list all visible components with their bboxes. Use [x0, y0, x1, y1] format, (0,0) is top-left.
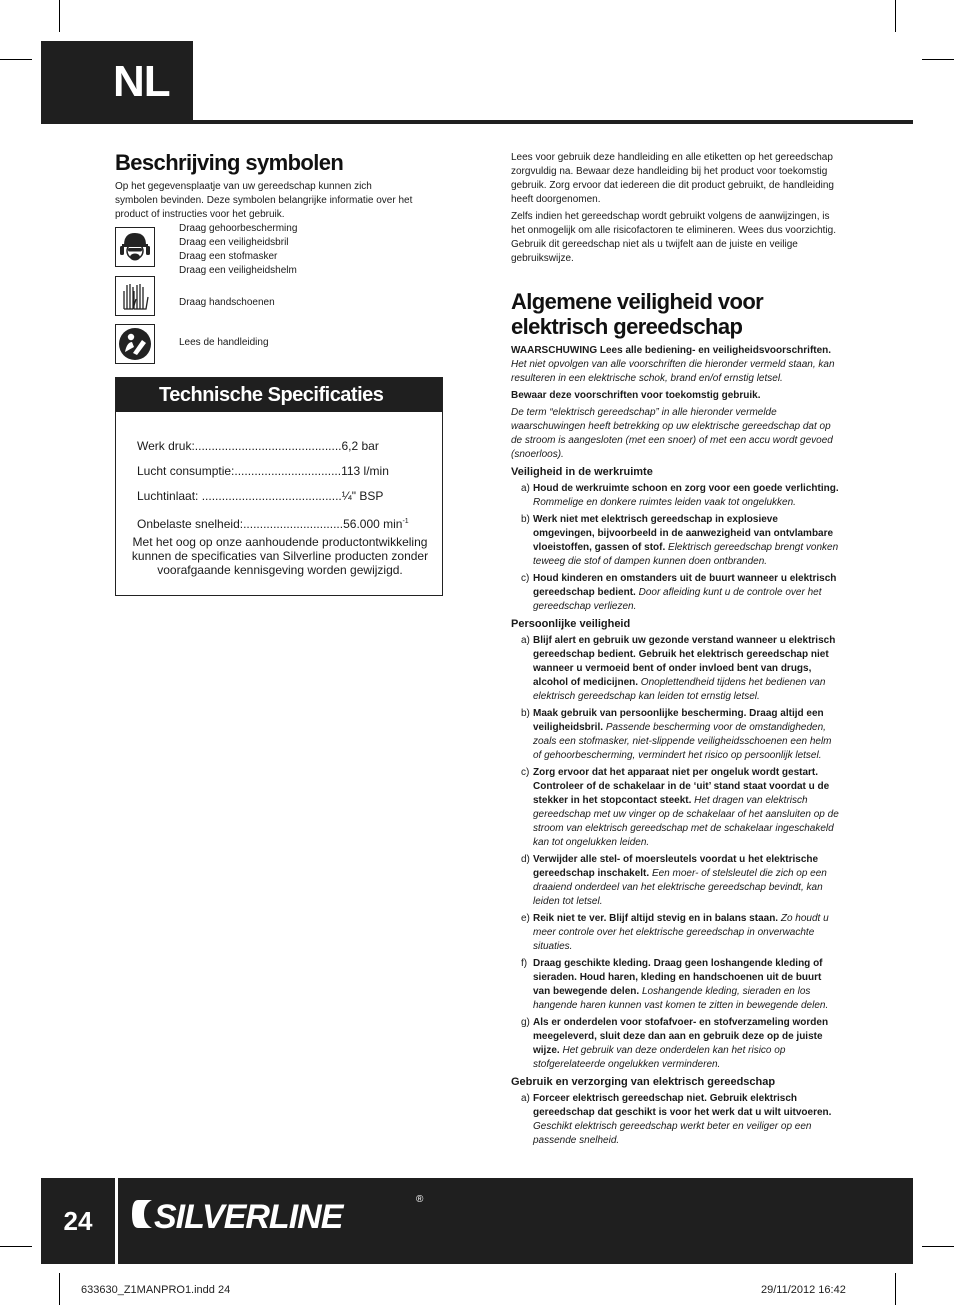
warning-text: [511, 344, 841, 386]
specs-note: Met het oog op onze aanhoudende productontwikkeling kunnen de specificaties van Silverline producten zonder voorafgaande kennisgeving worden gewijzigd.: [131, 535, 429, 577]
item-italic: Loshangende kleding, sieraden en los hangende haren kunnen vast komen te zitten in bewegende delen.: [533, 986, 829, 1011]
crop-mark: [922, 59, 954, 60]
item-letter: d): [521, 854, 530, 865]
footer-separator: [115, 1178, 118, 1264]
spec-line-speed: [137, 515, 409, 531]
list-item: [511, 572, 841, 614]
symbol-label: Draag gehoorbescherming: [179, 223, 298, 234]
safety-title: Algemene veiligheid voor elektrisch gereedschap: [511, 289, 764, 339]
spec-line: Luchtinlaat: ..........................................¼" BSP: [137, 489, 384, 503]
item-letter: c): [521, 767, 530, 778]
keep-instructions: Bewaar deze voorschriften voor toekomstig gebruik.: [511, 390, 761, 401]
section-heading: Veiligheid in de werkruimte: [511, 466, 653, 478]
crop-mark: [59, 1273, 60, 1305]
symbol-row-ppe: [115, 223, 298, 278]
item-bold: Draag geschikte kleding. Draag geen loshangende kleding of sieraden. Houd haren, kleding en handschoenen uit de buurt van bewegende delen.: [533, 958, 823, 997]
item-bold: Forceer elektrisch gereedschap niet. Gebruik elektrisch gereedschap dat geschikt is voor het werk dat u wilt uitvoeren.: [533, 1093, 832, 1118]
silverline-logo: [130, 1190, 430, 1238]
item-bold: Maak gebruik van persoonlijke bescherming. Draag altijd een veiligheidsbril.: [533, 708, 824, 733]
item-italic: Passende bescherming voor de omstandigheden, zoals een stofmasker, niet-slippende veiligheidsschoenen een helm of gehoorbescherming, vermindert het risico op persoonlijk letsel.: [533, 722, 832, 761]
item-bold: Werk niet met elektrisch gereedschap in explosieve omgevingen, bijvoorbeeld in de aanwezigheid van ontvlambare vloeistoffen, gassen of stof.: [533, 514, 834, 553]
item-letter: a): [521, 635, 530, 646]
section-heading: Gebruik en verzorging van elektrisch gereedschap: [511, 1076, 776, 1088]
symbol-label: Draag een stofmasker: [179, 251, 278, 262]
item-italic: Onoplettendheid tijdens het bedienen van elektrisch gereedschap kan leiden tot ernstig letsel.: [533, 677, 826, 702]
term-definition: De term “elektrisch gereedschap” in alle hieronder vermelde waarschuwingen heeft betrekking op uw elektrische gereedschap dat op de stroom is aangesloten (met een snoer) of met een accu wordt gevoed (snoerloos).: [511, 407, 833, 460]
intro-paragraph: Zelfs indien het gereedschap wordt gebruikt volgens de aanwijzingen, is het onmogelijk om alle risicofactoren te elimineren. Wees dus voorzichtig. Gebruik dit gereedschap niet als u twijfelt aan de juiste en veilige gebruikswijze.: [511, 211, 836, 264]
language-code: NL: [113, 57, 170, 106]
item-italic: Rommelige en donkere ruimtes leiden vaak tot ongelukken.: [533, 497, 796, 508]
symbols-intro: Op het gegevensplaatje van uw gereedschap kunnen zich symbolen bevinden. Deze symbolen belangrijke informatie over het product of instructies voor het gebruik.: [115, 181, 413, 220]
symbol-row-manual: [115, 324, 269, 364]
item-letter: a): [521, 483, 530, 494]
list-item: [511, 853, 841, 909]
list-item: [511, 513, 841, 569]
spec-superscript: -1: [402, 518, 409, 525]
section-heading: Persoonlijke veiligheid: [511, 618, 631, 630]
list-item: [511, 482, 841, 510]
item-bold: Reik niet te ver. Blijf altijd stevig en in balans staan.: [533, 913, 779, 924]
list-item: [511, 1016, 841, 1072]
symbols-title: Beschrijving symbolen: [115, 150, 344, 175]
symbol-label: Draag een veiligheidsbril: [179, 237, 289, 248]
symbol-label: Draag handschoenen: [179, 297, 275, 308]
symbol-label: Draag een veiligheidshelm: [179, 265, 297, 276]
item-bold: Als er onderdelen voor stofafvoer- en stofverzameling worden meegeleverd, sluit deze dan aan en gebruik deze op de juiste wijze.: [533, 1017, 829, 1056]
item-bold: Houd kinderen en omstanders uit de buurt wanneer u elektrisch gereedschap bedient.: [533, 573, 837, 598]
date-slug: 29/11/2012 16:42: [761, 1284, 846, 1296]
crop-mark: [0, 1246, 32, 1247]
item-bold: Verwijder alle stel- of moersleutels voordat u het elektrische gereedschap inschakelt.: [533, 854, 819, 879]
list-item: [511, 1092, 841, 1148]
list-item: [511, 634, 841, 704]
crop-mark: [895, 1273, 896, 1305]
item-letter: e): [521, 913, 530, 924]
item-bold: Blijf alert en gebruik uw gezonde verstand wanneer u elektrisch gereedschap bedient. Gebruik het elektrisch gereedschap niet wanneer u vermoeid bent of onder invloed bent van drugs, alcohol of medicijnen.: [533, 635, 836, 688]
item-italic: Elektrisch gereedschap brengt vonken teweeg die stof of dampen kunnen doen ontbranden.: [533, 542, 839, 567]
crop-mark: [59, 0, 60, 32]
spec-line-text: Onbelaste snelheid:..............................56.000 min: [137, 517, 403, 531]
read-manual-icon: [115, 324, 155, 364]
gloves-icon: [115, 276, 155, 316]
item-italic: Een moer- of stelsleutel die zich op een draaiend onderdeel van het elektrische gereedschap bevindt, kan leiden tot letsel.: [533, 868, 827, 907]
ppe-head-icon: [115, 227, 155, 267]
item-letter: f): [521, 958, 528, 969]
item-bold: Zorg ervoor dat het apparaat niet per ongeluk wordt gestart. Controleer of de schakelaar in de ‘uit’ stand staat voordat u de stekker in het stopcontact steekt.: [533, 767, 830, 806]
list-item: [511, 766, 841, 850]
page-number: 24: [63, 1205, 93, 1236]
item-bold: Houd de werkruimte schoon en zorg voor een goede verlichting.: [533, 483, 839, 494]
specs-title: Technische Specificaties: [116, 378, 442, 412]
crop-mark: [0, 59, 32, 60]
item-italic: Door afleiding kunt u de controle over het gereedschap verliezen.: [533, 587, 822, 612]
symbol-label: Lees de handleiding: [179, 337, 269, 348]
list-item: [511, 707, 841, 763]
item-italic: Zo houdt u meer controle over het elektrische gereedschap in onverwachte situaties.: [533, 913, 829, 952]
item-italic: Het dragen van elektrisch gereedschap met uw vinger op de schakelaar of het aansluiten op de stroom van elektrisch gereedschap met de schakelaar ingeschakeld kan tot ongelukken leiden.: [533, 795, 839, 848]
technical-specifications-box: [115, 377, 443, 596]
crop-mark: [922, 1246, 954, 1247]
header-rule: [41, 120, 913, 124]
list-item: [511, 957, 841, 1013]
right-column: [511, 151, 841, 1148]
item-letter: b): [521, 708, 530, 719]
logo-wordmark: SILVERLINE: [154, 1198, 343, 1236]
item-letter: b): [521, 514, 530, 525]
crop-mark: [895, 0, 896, 32]
item-italic: Het gebruik van deze onderdelen kan het risico op stofgerelateerde ongelukken verminderen.: [533, 1045, 786, 1070]
warning-italic: Het niet opvolgen van alle voorschriften die hieronder vermeld staan, kan resulteren in een elektrische schok, brand en/of ernstig letsel.: [511, 359, 835, 384]
file-slug: 633630_Z1MANPRO1.indd 24: [81, 1284, 231, 1296]
list-item: [511, 912, 841, 954]
spec-line: Lucht consumptie:................................113 l/min: [137, 464, 389, 478]
item-letter: a): [521, 1093, 530, 1104]
symbol-row-gloves: [115, 276, 275, 316]
item-letter: g): [521, 1017, 530, 1028]
registered-mark: ®: [416, 1194, 424, 1205]
item-italic: Geschikt elektrisch gereedschap werkt beter en veiliger op een passende snelheid.: [533, 1121, 812, 1146]
item-letter: c): [521, 573, 530, 584]
warning-bold: WAARSCHUWING Lees alle bediening- en veiligheidsvoorschriften.: [511, 345, 832, 356]
language-tab: [41, 41, 193, 123]
intro-paragraph: Lees voor gebruik deze handleiding en alle etiketten op het gereedschap zorgvuldig na. Bewaar deze handleiding bij het product voor toekomstig gebruik. Zorg ervoor dat iedereen die dit product gebruikt, de handleiding heeft doorgenomen.: [511, 152, 834, 205]
spec-line: Werk druk:............................................6,2 bar: [137, 439, 379, 453]
